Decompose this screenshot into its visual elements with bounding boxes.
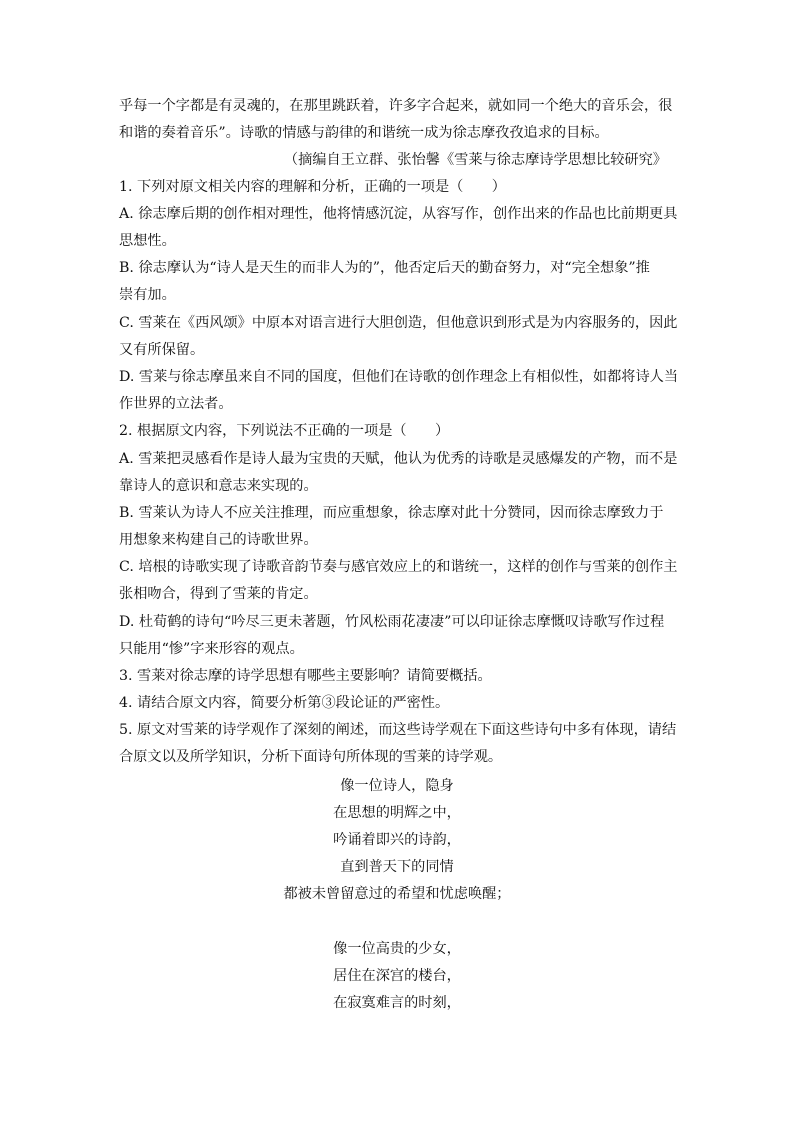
option-2c: C. 培根的诗歌实现了诗歌音韵节奏与感官效应上的和谐统一，这样的创作与雪莱的创作主 xyxy=(119,559,678,575)
option-1d-cont: 作世界的立法者。 xyxy=(119,396,233,412)
poem-line: 像一位诗人，隐身 xyxy=(340,778,454,794)
option-1b: B. 徐志摩认为“诗人是天生的而非人为的”，他否定后天的勤奋努力，对“完全想象”推 xyxy=(119,260,650,276)
option-2b-cont: 用想象来构建自己的诗歌世界。 xyxy=(119,532,318,548)
option-2a-cont: 靠诗人的意识和意志来实现的。 xyxy=(119,478,318,494)
option-2d-cont: 只能用“惨”字来形容的观点。 xyxy=(119,641,304,657)
poem-line: 直到普天下的同情 xyxy=(340,859,454,875)
option-1a-cont: 思想性。 xyxy=(119,233,176,249)
question-4: 4. 请结合原文内容，简要分析第③段论证的严密性。 xyxy=(119,695,450,711)
option-2d: D. 杜荀鹤的诗句“吟尽三更未著题，竹风松雨花凄凄”可以印证徐志摩慨叹诗歌写作过程 xyxy=(119,614,665,630)
poem-line: 在寂寞难言的时刻， xyxy=(333,995,461,1011)
question-1-stem: 1. 下列对原文相关内容的理解和分析，正确的一项是（ ） xyxy=(119,179,506,195)
question-5-cont: 合原文以及所学知识，分析下面诗句所体现的雪莱的诗学观。 xyxy=(119,749,503,765)
passage-line: 乎每一个字都是有灵魂的，在那里跳跃着，许多字合起来，就如同一个绝大的音乐会，很 xyxy=(119,98,673,114)
poem-line: 像一位高贵的少女， xyxy=(333,941,461,957)
option-1c-cont: 又有所保留。 xyxy=(119,342,205,358)
question-2-stem: 2. 根据原文内容，下列说法不正确的一项是（ ） xyxy=(119,423,450,439)
question-5: 5. 原文对雪莱的诗学观作了深刻的阐述，而这些诗学观在下面这些诗句中多有体现，请结 xyxy=(119,722,677,738)
option-1a: A. 徐志摩后期的创作相对理性，他将情感沉淀，从容写作，创作出来的作品也比前期更具 xyxy=(119,206,678,222)
poem-line: 吟诵着即兴的诗韵， xyxy=(333,832,461,848)
option-1c: C. 雪莱在《西风颂》中原本对语言进行大胆创造，但他意识到形式是为内容服务的，因此 xyxy=(119,315,678,331)
option-1d: D. 雪莱与徐志摩虽来自不同的国度，但他们在诗歌的创作理念上有相似性，如都将诗人当 xyxy=(119,369,679,385)
source-citation: （摘编自王立群、张怡馨《雪莱与徐志摩诗学思想比较研究》 xyxy=(283,152,667,168)
option-1b-cont: 崇有加。 xyxy=(119,287,176,303)
option-2c-cont: 张相吻合，得到了雪莱的肯定。 xyxy=(119,586,318,602)
option-2b: B. 雪莱认为诗人不应关注推理，而应重想象，徐志摩对此十分赞同，因而徐志摩致力于 xyxy=(119,505,664,521)
poem-line: 居住在深宫的楼台， xyxy=(333,968,461,984)
question-3: 3. 雪莱对徐志摩的诗学思想有哪些主要影响？请简要概括。 xyxy=(119,668,492,684)
option-2a: A. 雪莱把灵感看作是诗人最为宝贵的天赋，他认为优秀的诗歌是灵感爆发的产物，而不是 xyxy=(119,451,678,467)
poem-line: 在思想的明辉之中， xyxy=(333,805,461,821)
passage-line: 和谐的奏着音乐”。诗歌的情感与韵律的和谐统一成为徐志摩孜孜追求的目标。 xyxy=(119,125,609,141)
poem-line: 都被未曾留意过的希望和忧虑唤醒； xyxy=(283,886,511,902)
